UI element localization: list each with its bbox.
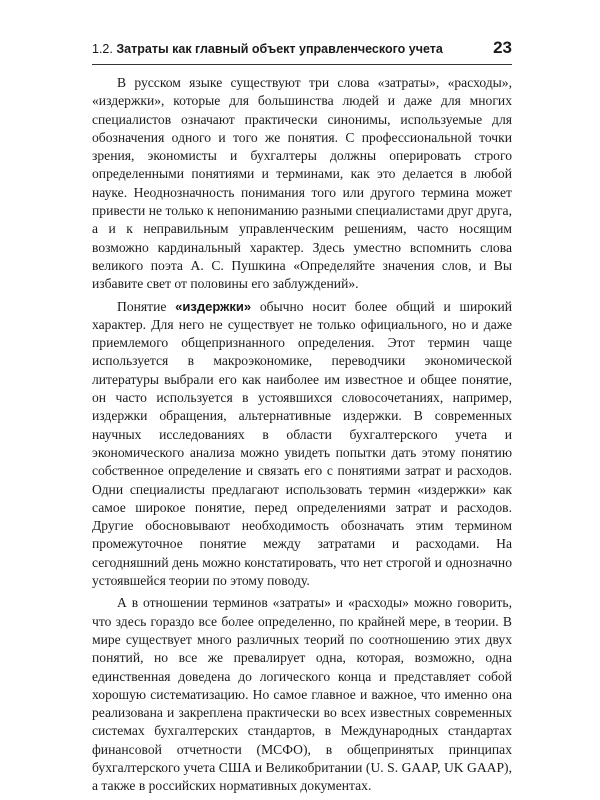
section-heading: [92, 42, 443, 56]
paragraph-2-lead: Понятие: [117, 298, 176, 314]
paragraph-1: В русском языке существуют три слова «затраты», «расходы», «издержки», которые для большинства людей и даже для многих специалистов означают практически синонимы, используемые для обозначения одного и того же понятия. С профессиональной точки зрения, экономисты и бухгалтеры должны оперировать строго определенными понятиями и терминами, как это делается в любой науке. Неоднозначность понимания того или другого термина может привести не только к непониманию разными специалистами друг друга, а и к неправильным управленческим решениям, часто носящим возможно кардинальный характер. Здесь уместно вспомнить слова великого поэта А. С. Пушкина «Определяйте значения слов, и Вы избавите свет от половины его заблуждений».: [92, 75, 512, 292]
section-title: Затраты как главный объект управленческого учета: [116, 42, 443, 56]
page-number: 23: [493, 38, 512, 57]
paragraph-2-rest: обычно носит более общий и широкий характер. Для него не существует не только официального, но и даже приемлемого общепризнанного определения. Этот термин чаще используется в макроэкономике, переводчики экономической литературы выбрали его как наиболее им известное и общее понятие, он часто используется в устоявшихся словосочетаниях, например, издержки обращения, альтернативные издержки. В современных научных исследованиях в области бухгалтерского учета и экономического анализа можно увидеть попытки дать этому понятию собственное определение и связать его с понятиями затрат и расходов. Одни специалисты предлагают использовать термин «издержки» как самое широкое понятие, перед определениями затрат и расходов. Другие обосновывают необходимость обозначать этим термином промежуточное понятие между затратами и расходами. На сегодняшний день можно констатировать, что нет строгой и однозначно устоявшейся теории по этому поводу.: [92, 298, 512, 589]
running-header: [92, 38, 512, 62]
section-number: 1.2.: [92, 42, 113, 56]
header-divider: [92, 64, 512, 65]
paragraph-3: А в отношении терминов «затраты» и «расходы» можно говорить, что здесь гораздо все более определенно, по крайней мере, в теории. В мире существует много различных теорий по соотношению этих двух понятий, но все же превалирует одна, которая, возможно, одна единственная доведена до логического конца и представляет собой хорошую систематизацию. Но самое главное и важное, что именно она реализована и закреплена практически во всех известных современных системах бухгалтерских стандартов, в Международных стандартах финансовой отчетности (МСФО), в общепринятых принципах бухгалтерского учета США и Великобритании (U. S. GAAP, UK GAAP), а также в российских нормативных документах.: [92, 595, 512, 794]
body-text: [92, 74, 512, 800]
term-izderzhki: «издержки»: [175, 298, 252, 314]
paragraph-2: [92, 298, 512, 591]
